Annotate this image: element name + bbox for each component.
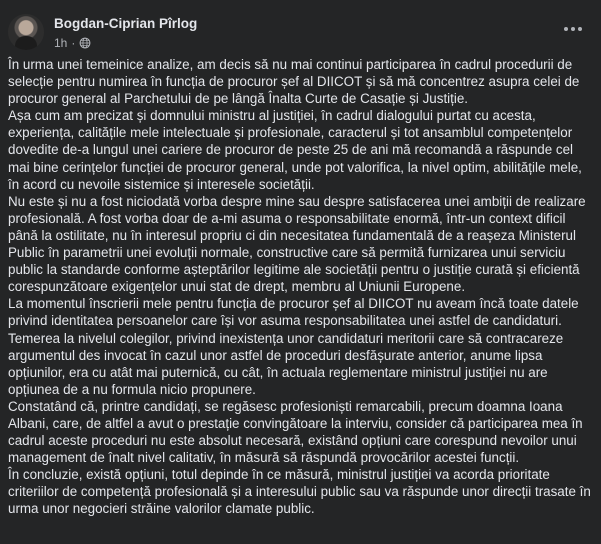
post-paragraph: La momentul înscrierii mele pentru funcția de procuror șef al DIICOT nu aveam încă toate datele privind identitatea persoanelor care își vor asuma responsabilitatea unei astfel de candidaturi. (8, 296, 579, 329)
more-dot (578, 27, 582, 31)
post-paragraph: Temerea la nivelul colegilor, privind inexistența unor candidaturi meritorii care să contracareze argumentul des invocat în cazul unor astfel de proceduri desfășurate anterior, anume lipsa opțiunilor, era cu atât mai puternică, cu cât, în actuala reglementare ministrul justiției nu are opțiunea de a nu formula nicio propunere. (8, 330, 564, 397)
globe-icon[interactable] (79, 37, 91, 49)
post-paragraph: Constatând că, printre candidați, se regăsesc profesioniști remarcabili, precum doamna Ioana Albani, care, de altfel a avut o prestație convingătoare la interviu, consider că participarea mea în cadrul aceste proceduri nu este absolut necesară, existând opțiuni care corespund nevoilor unui management de înalt nivel calitativ, în măsură să răspundă provocărilor acestei funcții. (8, 398, 583, 466)
post-paragraph: În concluzie, există opțiuni, totul depinde în ce măsură, ministrul justiției va acorda prioritate criteriilor de competență profesională și a interesului public sau va răspunde unor direcții trasate în urma unor negocieri străine valorilor clamate public. (8, 467, 591, 517)
more-dot (571, 27, 575, 31)
post-paragraph: În urma unei temeinice analize, am decis să nu mai continui participarea în cadrul procedurii de selecție pentru numirea în funcția de procuror șef al DIICOT și să mă concentrez asupra celei de procuror general al Parchetului de pe lângă Înalta Curte de Casație și Justiție. (8, 57, 580, 107)
more-options-icon[interactable] (561, 22, 585, 36)
more-dot (564, 27, 568, 31)
author-name[interactable]: Bogdan-Ciprian Pîrlog (54, 16, 198, 31)
post-header (8, 14, 593, 54)
post-paragraph: Așa cum am precizat și domnului ministru al justiției, în cadrul dialogului purtat cu acesta, experiența, calitățile mele intelectuale și profesionale, caracterul și tot ansamblul competențelor dovedite de-a lungul unei cariere de procuror de peste 25 de ani mă recomandă a răspunde cel mai bine cerințelor funcției de procuror general, unde pot valorifica, la nivel optim, abilitățile mele, în acord cu nevoile sistemice și interesele societății. (8, 108, 582, 192)
post-paragraph: Nu este și nu a fost niciodată vorba despre mine sau despre satisfacerea unei ambiții de realizare profesională. A fost vorba doar de a-mi asuma o responsabilitate enormă, într-un context dificil până la ostilitate, nu în interesul propriu ci din necesitatea fundamentală de a reașeza Ministerul Public în parametrii unei evoluții normale, constructive care să permită furnizarea unui serviciu public la standarde conforme așteptărilor legitime ale societății pentru o justiție curată și eficientă corespunzătoare exigențelor unui stat de drept, membru al Uniunii Europene. (8, 193, 586, 295)
author-avatar[interactable] (8, 14, 44, 50)
post-text (8, 56, 594, 518)
post-meta (54, 36, 91, 50)
post-timestamp[interactable]: 1h (54, 36, 68, 50)
meta-separator: · (71, 36, 76, 50)
